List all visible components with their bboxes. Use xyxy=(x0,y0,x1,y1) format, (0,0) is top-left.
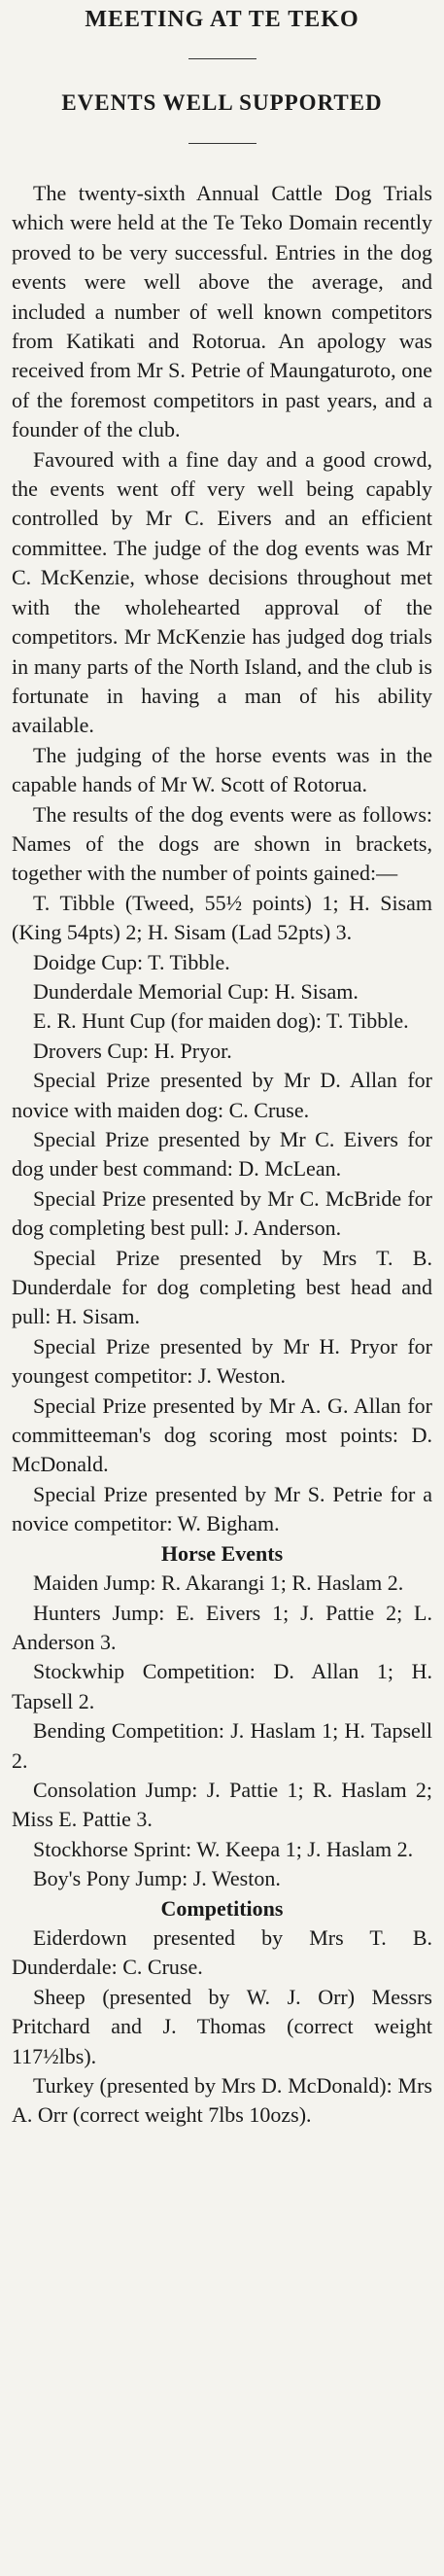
article-paragraph: Hunters Jump: E. Eivers 1; J. Pattie 2; L. Anderson 3. xyxy=(12,1600,432,1654)
article-paragraph: Bending Competition: J. Haslam 1; H. Tapsell 2. xyxy=(12,1718,432,1773)
article-paragraph: Stockwhip Competition: D. Allan 1; H. Tapsell 2. xyxy=(12,1659,432,1713)
article-paragraph: Consolation Jump: J. Pattie 1; R. Haslam 2; Miss E. Pattie 3. xyxy=(12,1777,432,1832)
article-paragraph: Favoured with a fine day and a good crowd, the events went off very well being capably controlled by Mr C. Eivers and an efficient committee. The judge of the dog events was Mr C. McKenzie, whose decisions throughout met with the wholehearted approval of the competitors. Mr McKenzie has judged dog trials in many parts of the North Island, and the club is fortunate in having a man of his ability available. xyxy=(12,446,432,738)
divider-rule xyxy=(188,58,256,59)
article-body xyxy=(12,179,432,2131)
article-paragraph: Boy's Pony Jump: J. Weston. xyxy=(33,1866,281,1891)
article-paragraph: Special Prize presented by Mr C. Eivers for dog under best command: D. McLean. xyxy=(12,1127,432,1182)
article-paragraph: Maiden Jump: R. Akarangi 1; R. Haslam 2. xyxy=(33,1570,404,1596)
article-paragraph: The twenty-sixth Annual Cattle Dog Trials which were held at the Te Teko Domain recently proved to be very successful. Entries in the dog events were well above the average, and included a number of well known competitors from Katikati and Rotorua. An apology was received from Mr S. Petrie of Maungaturoto, one of the foremost competitors in past years, and a founder of the club. xyxy=(12,181,432,442)
divider-rule xyxy=(188,143,256,144)
competitions-heading: Competitions xyxy=(160,1895,284,1921)
horse-events-heading: Horse Events xyxy=(160,1540,284,1566)
article-paragraph: The judging of the horse events was in the capable hands of Mr W. Scott of Rotorua. xyxy=(12,742,432,797)
article-paragraph: Dunderdale Memorial Cup: H. Sisam. xyxy=(33,978,359,1004)
article-paragraph: Special Prize presented by Mrs T. B. Dunderdale for dog completing best head and pull: H. Sisam. xyxy=(12,1245,432,1329)
article-paragraph: Special Prize presented by Mr D. Allan for novice with maiden dog: C. Cruse. xyxy=(12,1068,432,1122)
article-paragraph: T. Tibble (Tweed, 55½ points) 1; H. Sisam (King 54pts) 2; H. Sisam (Lad 52pts) 3. xyxy=(12,890,432,945)
horse-events-section xyxy=(12,1569,432,1893)
dog-events-section xyxy=(12,179,432,1539)
article-paragraph: The results of the dog events were as follows: Names of the dogs are shown in brackets, together with the number of points gained:— xyxy=(12,801,432,886)
article-paragraph: Drovers Cup: H. Pryor. xyxy=(33,1038,232,1063)
article-paragraph: Special Prize presented by Mr S. Petrie for a novice competitor: W. Bigham. xyxy=(12,1481,432,1536)
article-paragraph: Special Prize presented by Mr A. G. Allan for committeeman's dog scoring most points: D. McDonald. xyxy=(12,1393,432,1477)
competitions-section xyxy=(12,1923,432,2131)
article-paragraph: Eiderdown presented by Mrs T. B. Dunderdale: C. Cruse. xyxy=(12,1924,432,1980)
article-paragraph: Special Prize presented by Mr C. McBride for dog completing best pull: J. Anderson. xyxy=(12,1185,432,1241)
article-paragraph: Sheep (presented by W. J. Orr) Messrs Pritchard and J. Thomas (correct weight 117½lbs). xyxy=(12,1984,432,2068)
article-paragraph: Stockhorse Sprint: W. Keepa 1; J. Haslam 2. xyxy=(33,1836,414,1861)
article-paragraph: Turkey (presented by Mrs D. McDonald): Mrs A. Orr (correct weight 7lbs 10ozs). xyxy=(12,2073,432,2128)
subheadline: EVENTS WELL SUPPORTED xyxy=(61,90,383,115)
article-paragraph: E. R. Hunt Cup (for maiden dog): T. Tibble. xyxy=(33,1008,409,1034)
article-paragraph: Special Prize presented by Mr H. Pryor for youngest competitor: J. Weston. xyxy=(12,1333,432,1389)
headline: MEETING AT TE TEKO xyxy=(85,7,359,32)
article-paragraph: Doidge Cup: T. Tibble. xyxy=(33,949,230,974)
